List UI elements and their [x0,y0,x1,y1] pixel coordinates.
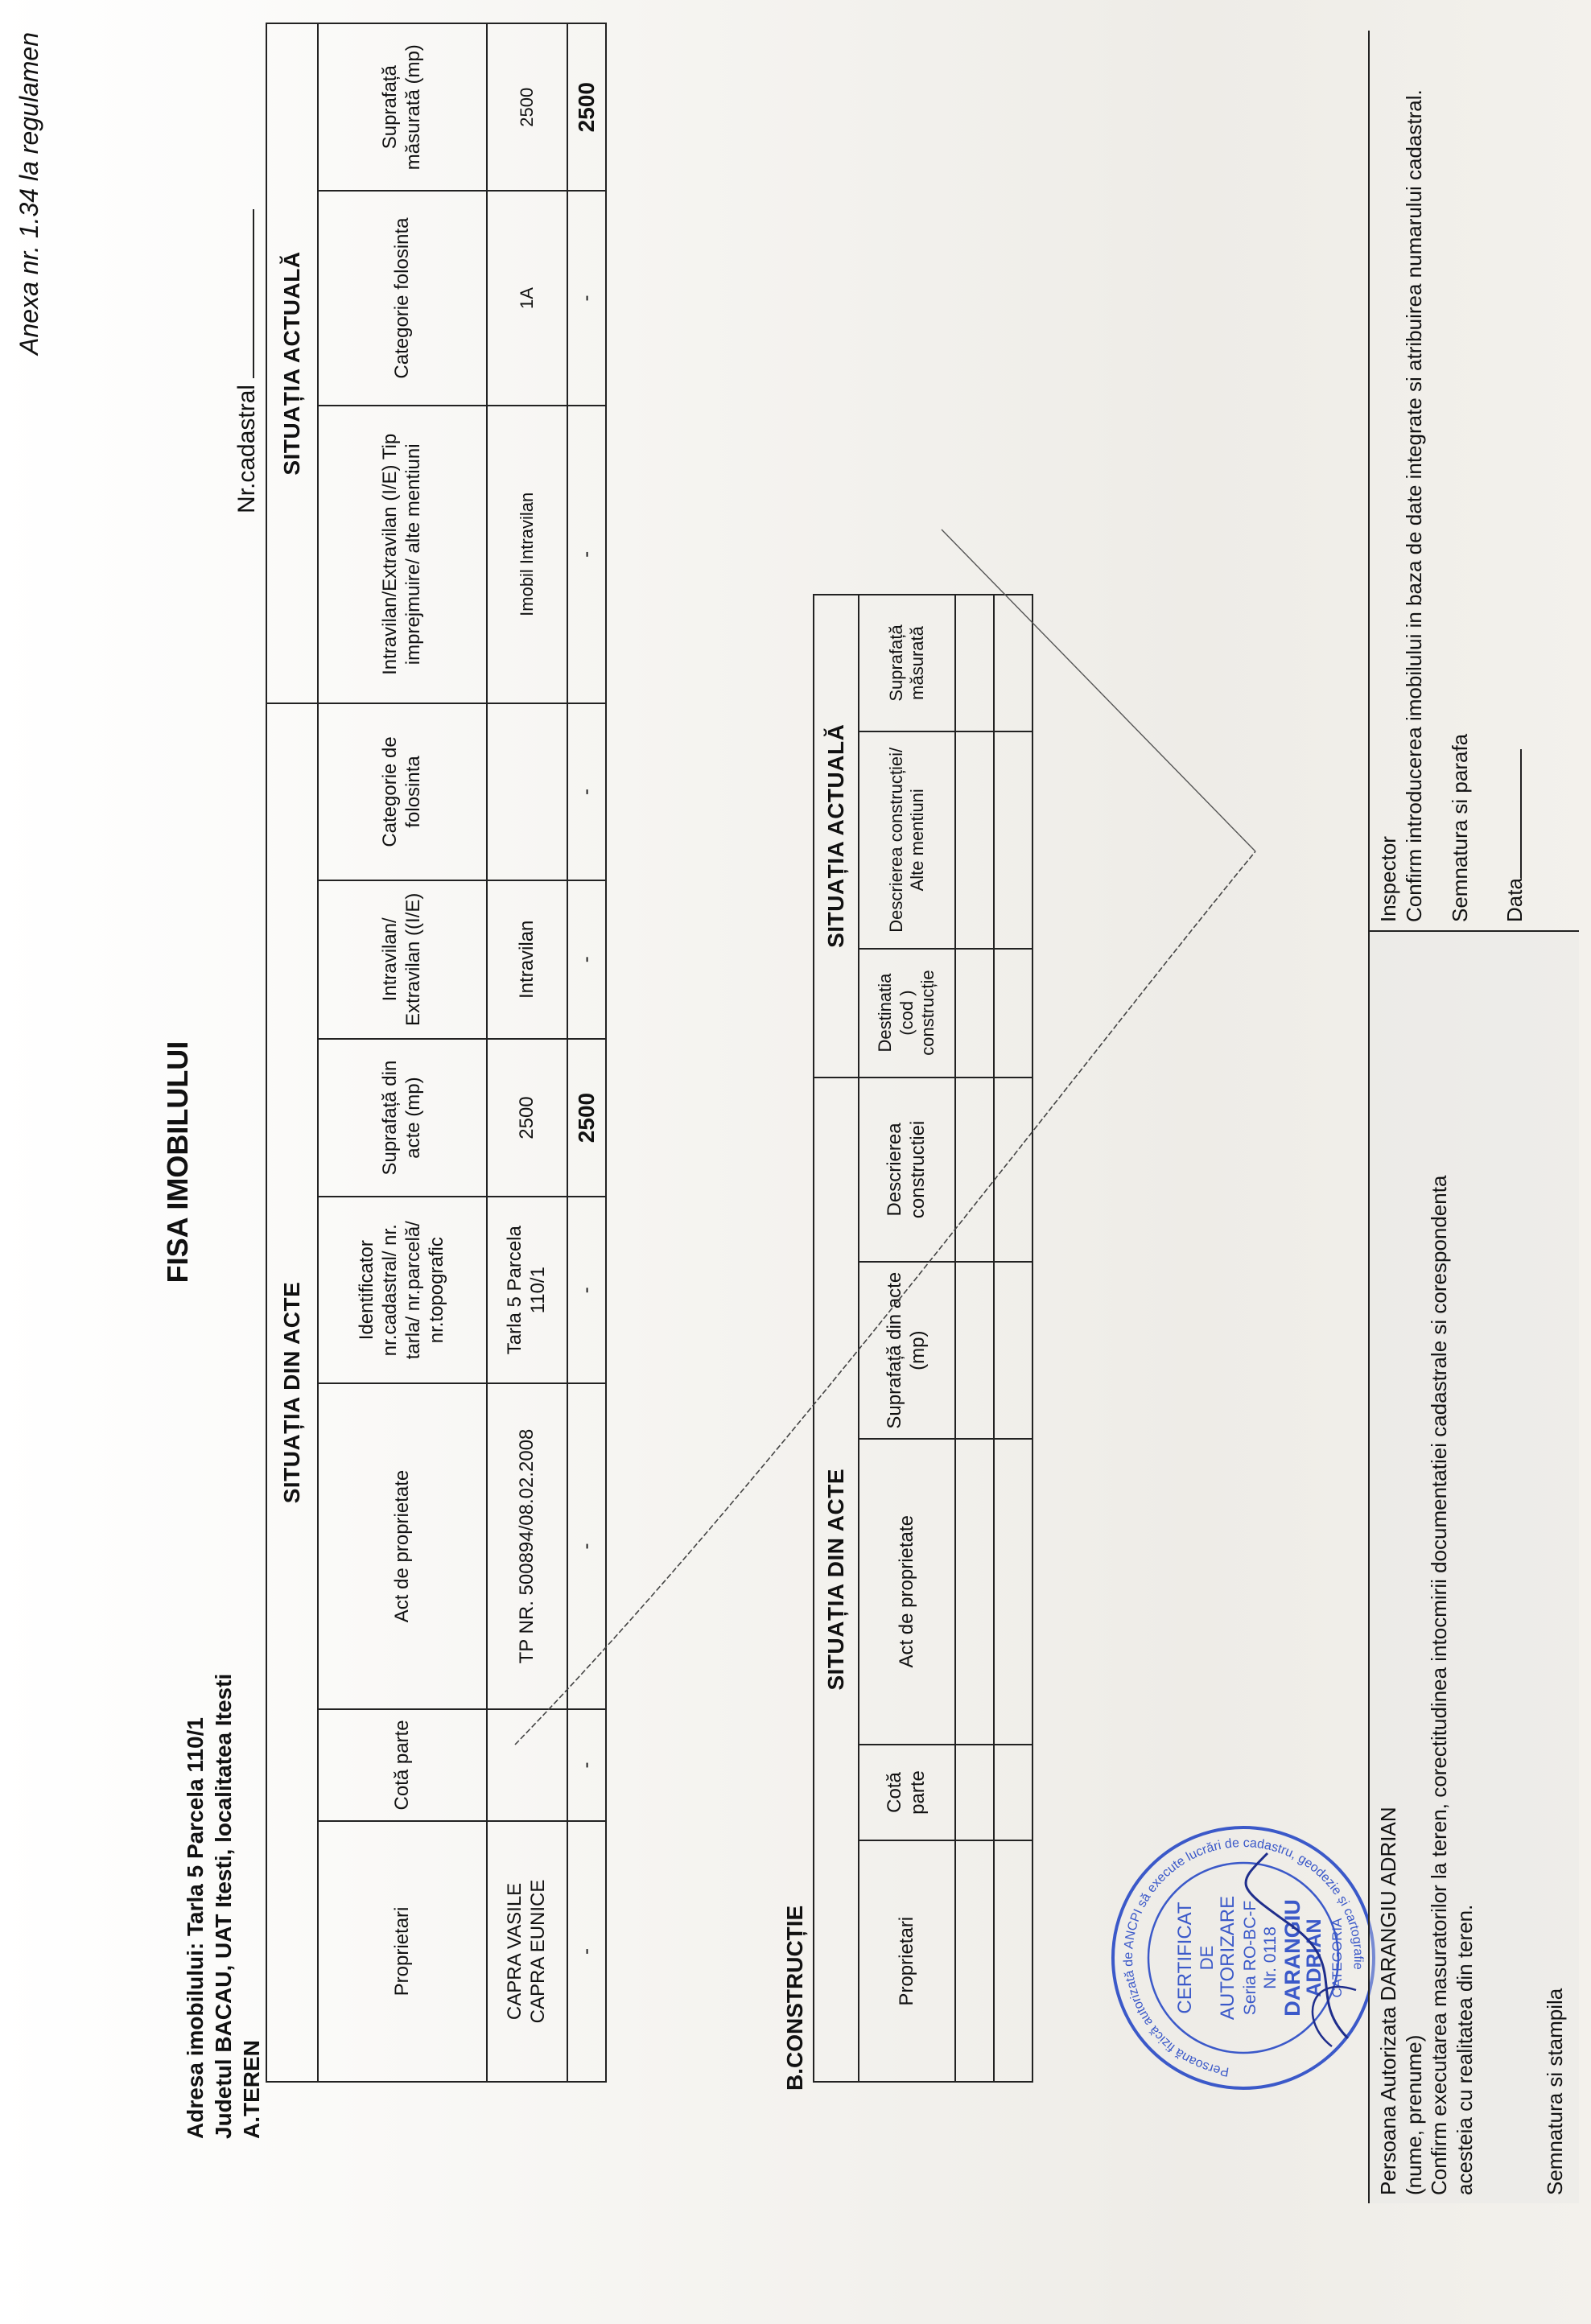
con-col-act: Act de proprietate [859,1439,955,1744]
con-col-proprietari: Proprietari [859,1840,955,2082]
page-title: FISA IMOBILULUI [161,1040,194,1284]
stamp-line1: CERTIFICAT [1174,1902,1196,2014]
address-line2: Judetul BACAU, UAT Itesti, localitatea Itesti [211,1673,236,2139]
col-cota: Cotă parte [318,1709,487,1821]
address-block [181,1674,266,2139]
table-row [955,595,994,2082]
total-cota: - [567,1709,606,1821]
con-col-descriere: Descrierea constructiei [859,1078,955,1263]
total-categorie-acte: - [567,703,606,880]
constructie-table [813,594,1033,2083]
total-intravilan: - [567,880,606,1039]
persoana-confirm-text: Confirm executarea masuratorilor la teren, corectitudinea intocmirii documentatiei cadastrale si corespondenta acesteia cu realitatea din teren. [1427,1175,1478,2195]
col-categorie-actual: Categorie folosinta [318,191,487,405]
total-act: - [567,1383,606,1709]
nr-cadastral-label: Nr.cadastral [233,384,260,513]
total-identificator: - [567,1197,606,1382]
section-b-title: B.CONSTRUCȚIE [782,1905,807,2091]
stamp-line6: DARANGIU [1280,1899,1305,2017]
persoana-label: Persoana Autorizata [1376,2006,1400,2195]
cell-proprietari: CAPRA VASILE CAPRA EUNICE [487,1821,567,2082]
con-col-supr-acte: Suprafață din acte (mp) [859,1262,955,1439]
total-proprietari: - [567,1821,606,2082]
persoana-autorizata-block [1370,932,1579,2203]
cell-cota [487,1709,567,1821]
inspector-block [1370,31,1579,932]
persoana-name: DARANGIU ADRIAN [1376,1807,1400,2001]
stamp-ring-textpath: Persoană fizică autorizată de ANCPI să execute lucrări de cadastru, geodezie și cartografie [1121,1836,1366,2079]
inspector-semnatura: Semnatura si parafa [1448,733,1473,922]
stamp-line3: AUTORIZARE [1217,1895,1239,2021]
col-intravilan-actual: Intravilan/Extravilan (I/E) Tip imprejmuire/ alte mentiuni [318,406,487,703]
con-col-descriere-actual: Descrierea construcției/ Alte mentiuni [859,731,955,949]
con-situatia-actuala-header: SITUAȚIA ACTUALĂ [814,595,859,1078]
col-identificator: Identificator nr.cadastral/ nr. tarla/ nr.parcelă/ nr.topografic [318,1197,487,1382]
stamp-line7: ADRIAN [1303,1918,1325,1997]
inspector-title: Inspector [1376,836,1400,922]
persoana-nume-prenume: (nume, prenume) [1401,2034,1426,2195]
address-value: Tarla 5 Parcela 110/1 [183,1717,208,1936]
cell-identificator: Tarla 5 Parcela 110/1 [487,1197,567,1382]
con-col-cota: Cotă parte [859,1745,955,1841]
total-supr-acte: 2500 [567,1039,606,1197]
table-row [487,23,567,2082]
inspector-data-blank [1520,749,1522,878]
table-row-total [567,23,606,2082]
cell-intravilan-actual: Imobil Intravilan [487,406,567,703]
table-row [994,595,1033,2082]
annex-label: Anexa nr. 1.34 la regulamen [14,32,43,355]
address-label: Adresa imobilului: [183,1942,208,2139]
inspector-data-label: Data [1502,878,1527,922]
total-supr-masurata: 2500 [567,23,606,191]
col-supr-masurata: Suprafață măsurată (mp) [318,23,487,191]
cell-categorie-actual: 1A [487,191,567,405]
con-situatia-acte-header: SITUAȚIA DIN ACTE [814,1078,859,2082]
situatia-acte-header: SITUAȚIA DIN ACTE [266,703,318,2082]
col-intravilan: Intravilan/ Extravilan ((I/E) [318,880,487,1039]
con-col-supr-masurata: Suprafață măsurată [859,595,955,731]
col-act: Act de proprietate [318,1383,487,1709]
teren-table [266,23,607,2083]
col-proprietari: Proprietari [318,1821,487,2082]
cell-intravilan: Intravilan [487,880,567,1039]
inspector-confirm-text: Confirm introducerea imobilului in baza de date integrate si atribuirea numarului cadastral. [1401,89,1426,922]
persoana-semnatura: Semnatura si stampila [1542,1988,1567,2195]
stamp-line2: DE [1197,1945,1217,1971]
cell-act: TP NR. 500894/08.02.2008 [487,1383,567,1709]
section-a-title: A.TEREN [239,2040,264,2139]
cell-supr-masurata: 2500 [487,23,567,191]
stamp-line8: CATEGORIA [1329,1918,1345,1998]
cell-categorie-acte [487,703,567,880]
situatia-actuala-header: SITUAȚIA ACTUALĂ [266,23,318,703]
stamp-line4: Seria RO-BC-F [1241,1900,1259,2016]
nr-cadastral-blank [253,209,254,378]
cell-supr-acte: 2500 [487,1039,567,1197]
total-intravilan-actual: - [567,406,606,703]
authorization-stamp [1107,1821,1380,2095]
col-supr-acte: Suprafață din acte (mp) [318,1039,487,1197]
stamp-line5: Nr. 0118 [1261,1926,1280,1989]
con-col-destinatia: Destinatia (cod ) construcție [859,949,955,1078]
nr-cadastral [233,209,261,513]
total-categorie-actual: - [567,191,606,405]
signature-area [1368,31,1579,2203]
col-categorie-acte: Categorie de folosinta [318,703,487,880]
